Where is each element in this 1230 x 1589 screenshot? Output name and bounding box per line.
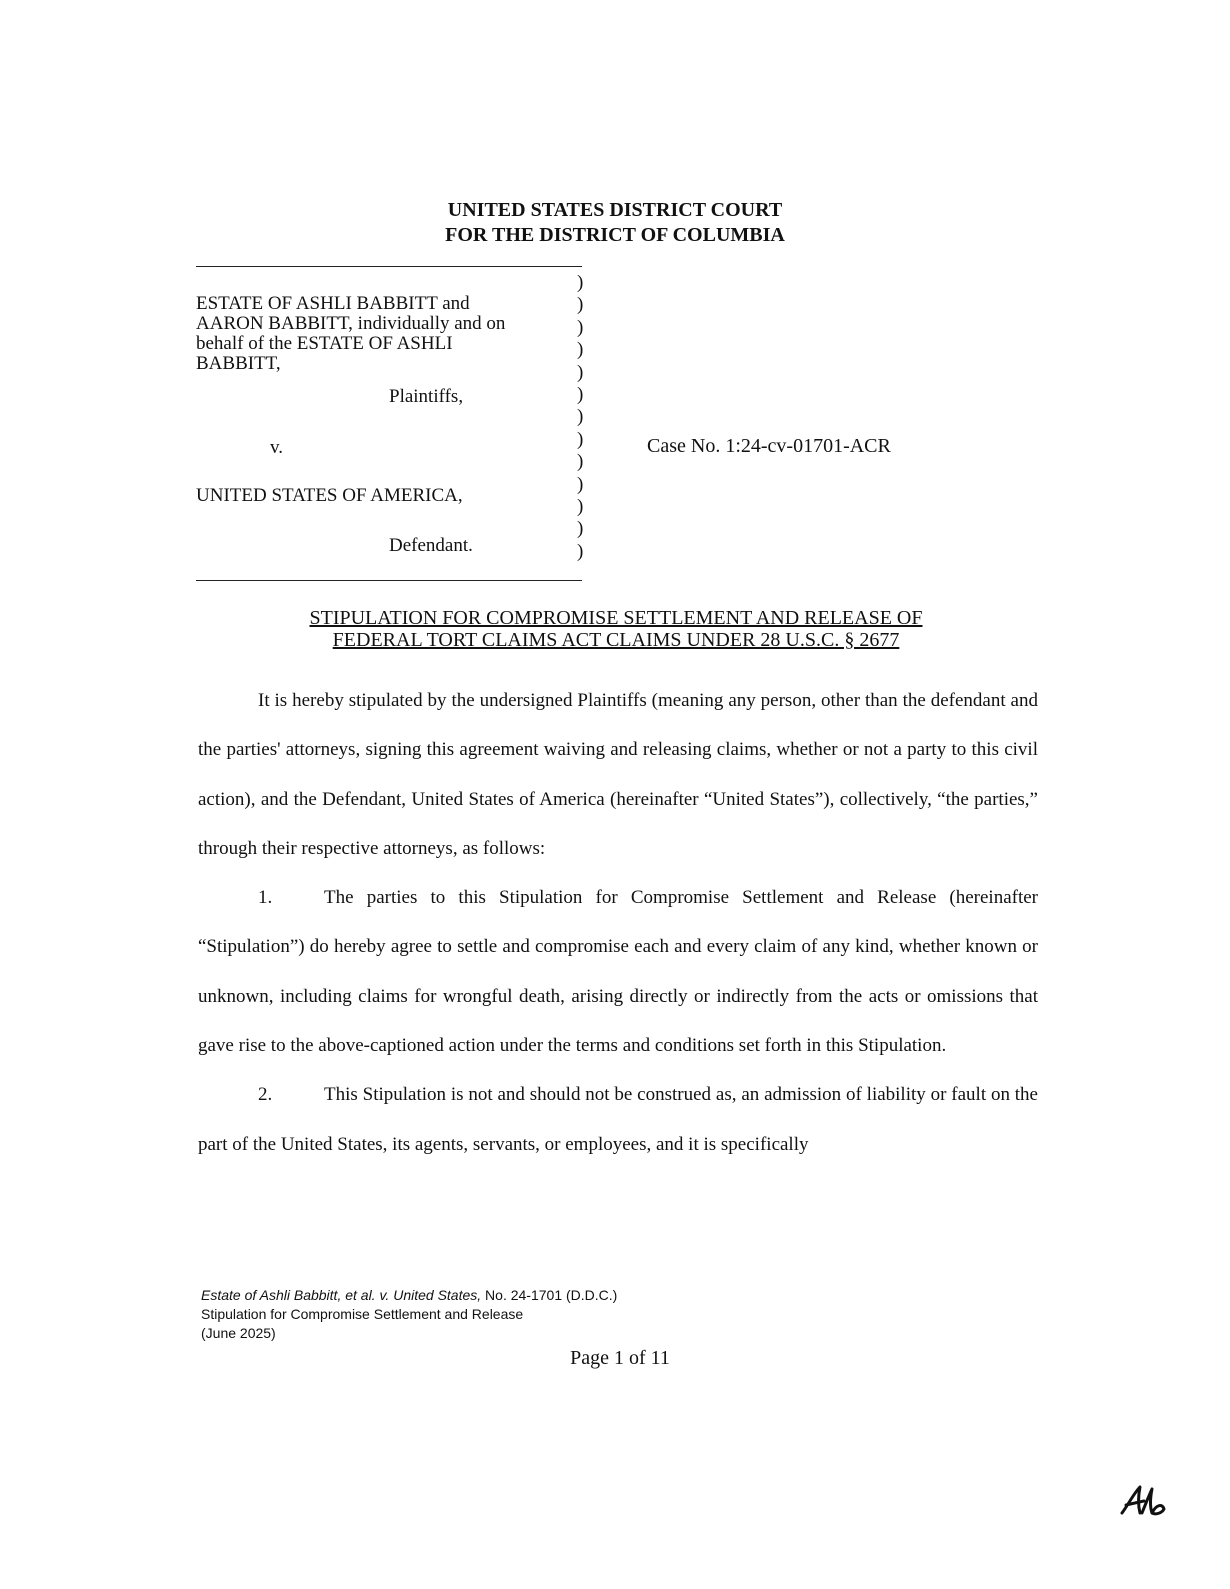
footer-case-number: No. 24-1701 (D.D.C.) [481, 1287, 618, 1303]
title-line: STIPULATION FOR COMPROMISE SETTLEMENT AND RELEASE OF [309, 607, 923, 629]
plaintiffs-label: Plaintiffs, [389, 386, 464, 407]
plaintiffs-line: BABBITT, [196, 353, 281, 374]
defendant-label: Defendant. [389, 535, 473, 556]
paragraph-text: This Stipulation is not and should not be construed as, an admission of liability or fault on the part of the United States, its agents, servants, or employees, and it is specifically [198, 1084, 1038, 1155]
plaintiffs-line: ESTATE OF ASHLI BABBITT and [196, 293, 470, 314]
defendant-name: UNITED STATES OF AMERICA, [196, 485, 463, 506]
court-name: UNITED STATES DISTRICT COURT [447, 199, 783, 221]
plaintiffs-line: AARON BABBITT, individually and on [196, 313, 506, 334]
footer-document-name: Stipulation for Compromise Settlement and Release [201, 1306, 524, 1322]
court-district: FOR THE DISTRICT OF COLUMBIA [445, 224, 785, 246]
title-line: FEDERAL TORT CLAIMS ACT CLAIMS UNDER 28 U.S.C. § 2677 [332, 629, 900, 651]
footer-case-name: Estate of Ashli Babbitt, et al. v. United States, [201, 1287, 482, 1303]
document-body [198, 676, 1038, 1169]
versus-label: v. [270, 437, 284, 458]
paragraph-number: 1. [258, 887, 273, 909]
plaintiffs-line: behalf of the ESTATE OF ASHLI [196, 333, 453, 354]
paragraph-number: 2. [258, 1084, 273, 1106]
caption-top-rule [196, 266, 582, 267]
footer-case-citation [201, 1286, 617, 1305]
page-footer [201, 1286, 617, 1343]
court-heading [0, 198, 1230, 248]
paragraph-2 [198, 1070, 1038, 1169]
page-number: Page 1 of 11 [570, 1347, 670, 1369]
caption-bottom-rule [196, 580, 582, 581]
plaintiffs-names [196, 294, 566, 374]
case-number: Case No. 1:24-cv-01701-ACR [647, 435, 891, 457]
paragraph-text: The parties to this Stipulation for Compromise Settlement and Release (hereinafter “Stipulation”) do hereby agree to settle and compromise each and every claim of any kind, whether known or unknown, including claims for wrongful death, arising directly or indirectly from the acts or omissions that gave rise to the above-captioned action under the terms and conditions set forth in this Stipulation. [198, 887, 1038, 1057]
paragraph-1 [198, 873, 1038, 1070]
footer-date: (June 2025) [201, 1325, 276, 1341]
caption-parentheses: ) ) ) ) ) ) ) ) ) ) ) ) ) [577, 272, 584, 562]
handwritten-initials [1120, 1483, 1168, 1519]
document-title [0, 607, 1230, 651]
intro-paragraph: It is hereby stipulated by the undersigned Plaintiffs (meaning any person, other than the defendant and the parties' attorneys, signing this agreement waiving and releasing claims, whether or not a party to this civil action), and the Defendant, United States of America (hereinafter “United States”), collectively, “the parties,” through their respective attorneys, as follows: [198, 690, 1038, 859]
